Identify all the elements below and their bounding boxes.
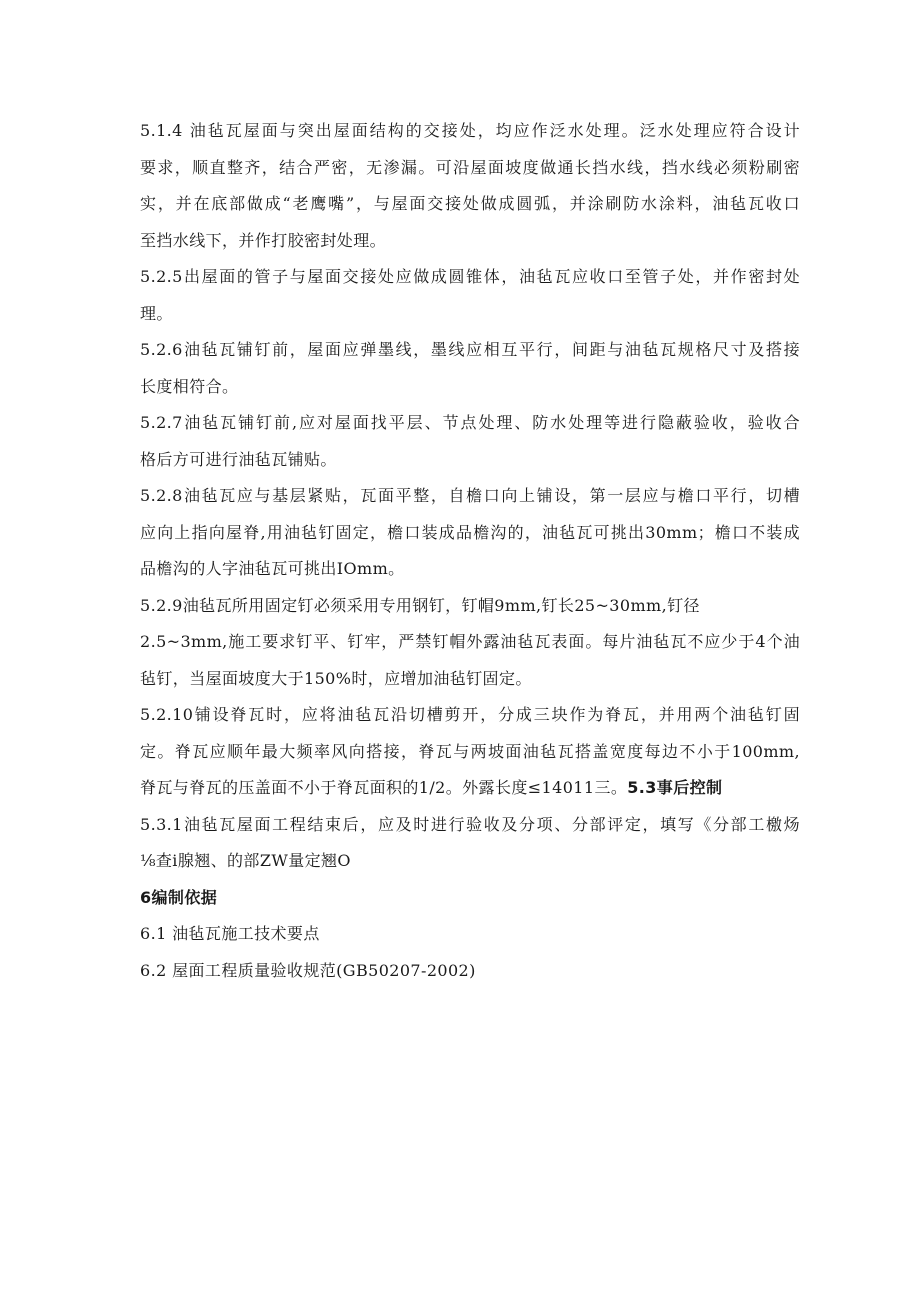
text-line: 5.1.4 油毡瓦屋面与突出屋面结构的交接处，均应作泛水处理。泛水处理应符合设计 — [140, 121, 800, 140]
text-line: 至挡水线下，并作打胶密封处理。 — [140, 230, 387, 250]
text-line: 定。脊瓦应顺年最大频率风向搭接，脊瓦与两坡面油毡瓦搭盖宽度每边不小于100mm, — [140, 741, 800, 761]
text-line: 5.2.8油毡瓦应与基层紧贴，瓦面平整，自檐口向上铺设，第一层应与檐口平行，切槽 — [140, 486, 800, 505]
text-line: 5.2.6油毡瓦铺钉前，屋面应弹墨线，墨线应相互平行，间距与油毡瓦规格尺寸及搭接 — [140, 340, 800, 359]
text-line: 5.2.5出屋面的管子与屋面交接处应做成圆锥体，油毡瓦应收口至管子处，并作密封处 — [140, 267, 800, 286]
text-line: 5.3.1油毡瓦屋面工程结束后，应及时进行验收及分项、分部评定，填写《分部工檄炀 — [140, 814, 800, 834]
text-line: 实，并在底部做成“老鹰嘴”，与屋面交接处做成圆弧，并涂刷防水涂料，油毡瓦收口 — [140, 194, 800, 213]
section-heading-6: 6编制依据 — [140, 887, 218, 907]
text-line: 脊瓦与脊瓦的压盖面不小于脊瓦面积的1/2。外露长度≤14011三。 — [140, 778, 628, 797]
text-line: 长度相符合。 — [140, 376, 239, 396]
text-line: 品檐沟的人字油毡瓦可挑出IOmm。 — [140, 559, 405, 578]
text-line: 毡钉，当屋面坡度大于150%时，应增加油毡钉固定。 — [140, 668, 532, 688]
reference-item: 6.1 油毡瓦施工技术要点 — [140, 924, 320, 943]
text-line: 应向上指向屋脊,用油毡钉固定，檐口装成品檐沟的，油毡瓦可挑出30mm；檐口不装成 — [140, 522, 800, 542]
text-line: 要求，顺直整齐，结合严密，无渗漏。可沿屋面坡度做通长挡水线，挡水线必须粉刷密 — [140, 157, 800, 177]
text-line: 5.2.10铺设脊瓦时，应将油毡瓦沿切槽剪开，分成三块作为脊瓦，并用两个油毡钉固 — [140, 705, 800, 724]
document-body — [140, 117, 800, 993]
text-line: 2.5~3mm,施工要求钉平、钉牢，严禁钉帽外露油毡瓦表面。每片油毡瓦不应少于4个油 — [140, 632, 800, 651]
text-line: 5.2.9油毡瓦所用固定钉必须采用专用钢钉，钉帽9mm,钉长25~30mm,钉径 — [140, 595, 700, 615]
text-line: 格后方可进行油毡瓦铺贴。 — [140, 449, 337, 469]
text-line: 5.2.7油毡瓦铺钉前,应对屋面找平层、节点处理、防水处理等进行隐蔽验收，验收合 — [140, 413, 800, 432]
text-line-with-heading — [140, 774, 800, 811]
reference-item: 6.2 屋面工程质量验收规范(GB50207-2002) — [140, 960, 476, 980]
text-line: ⅛查i腺翘、的部ZW量定翘O — [140, 851, 351, 870]
text-line: 理。 — [140, 303, 173, 323]
section-heading-5-3: 5.3事后控制 — [627, 778, 723, 797]
